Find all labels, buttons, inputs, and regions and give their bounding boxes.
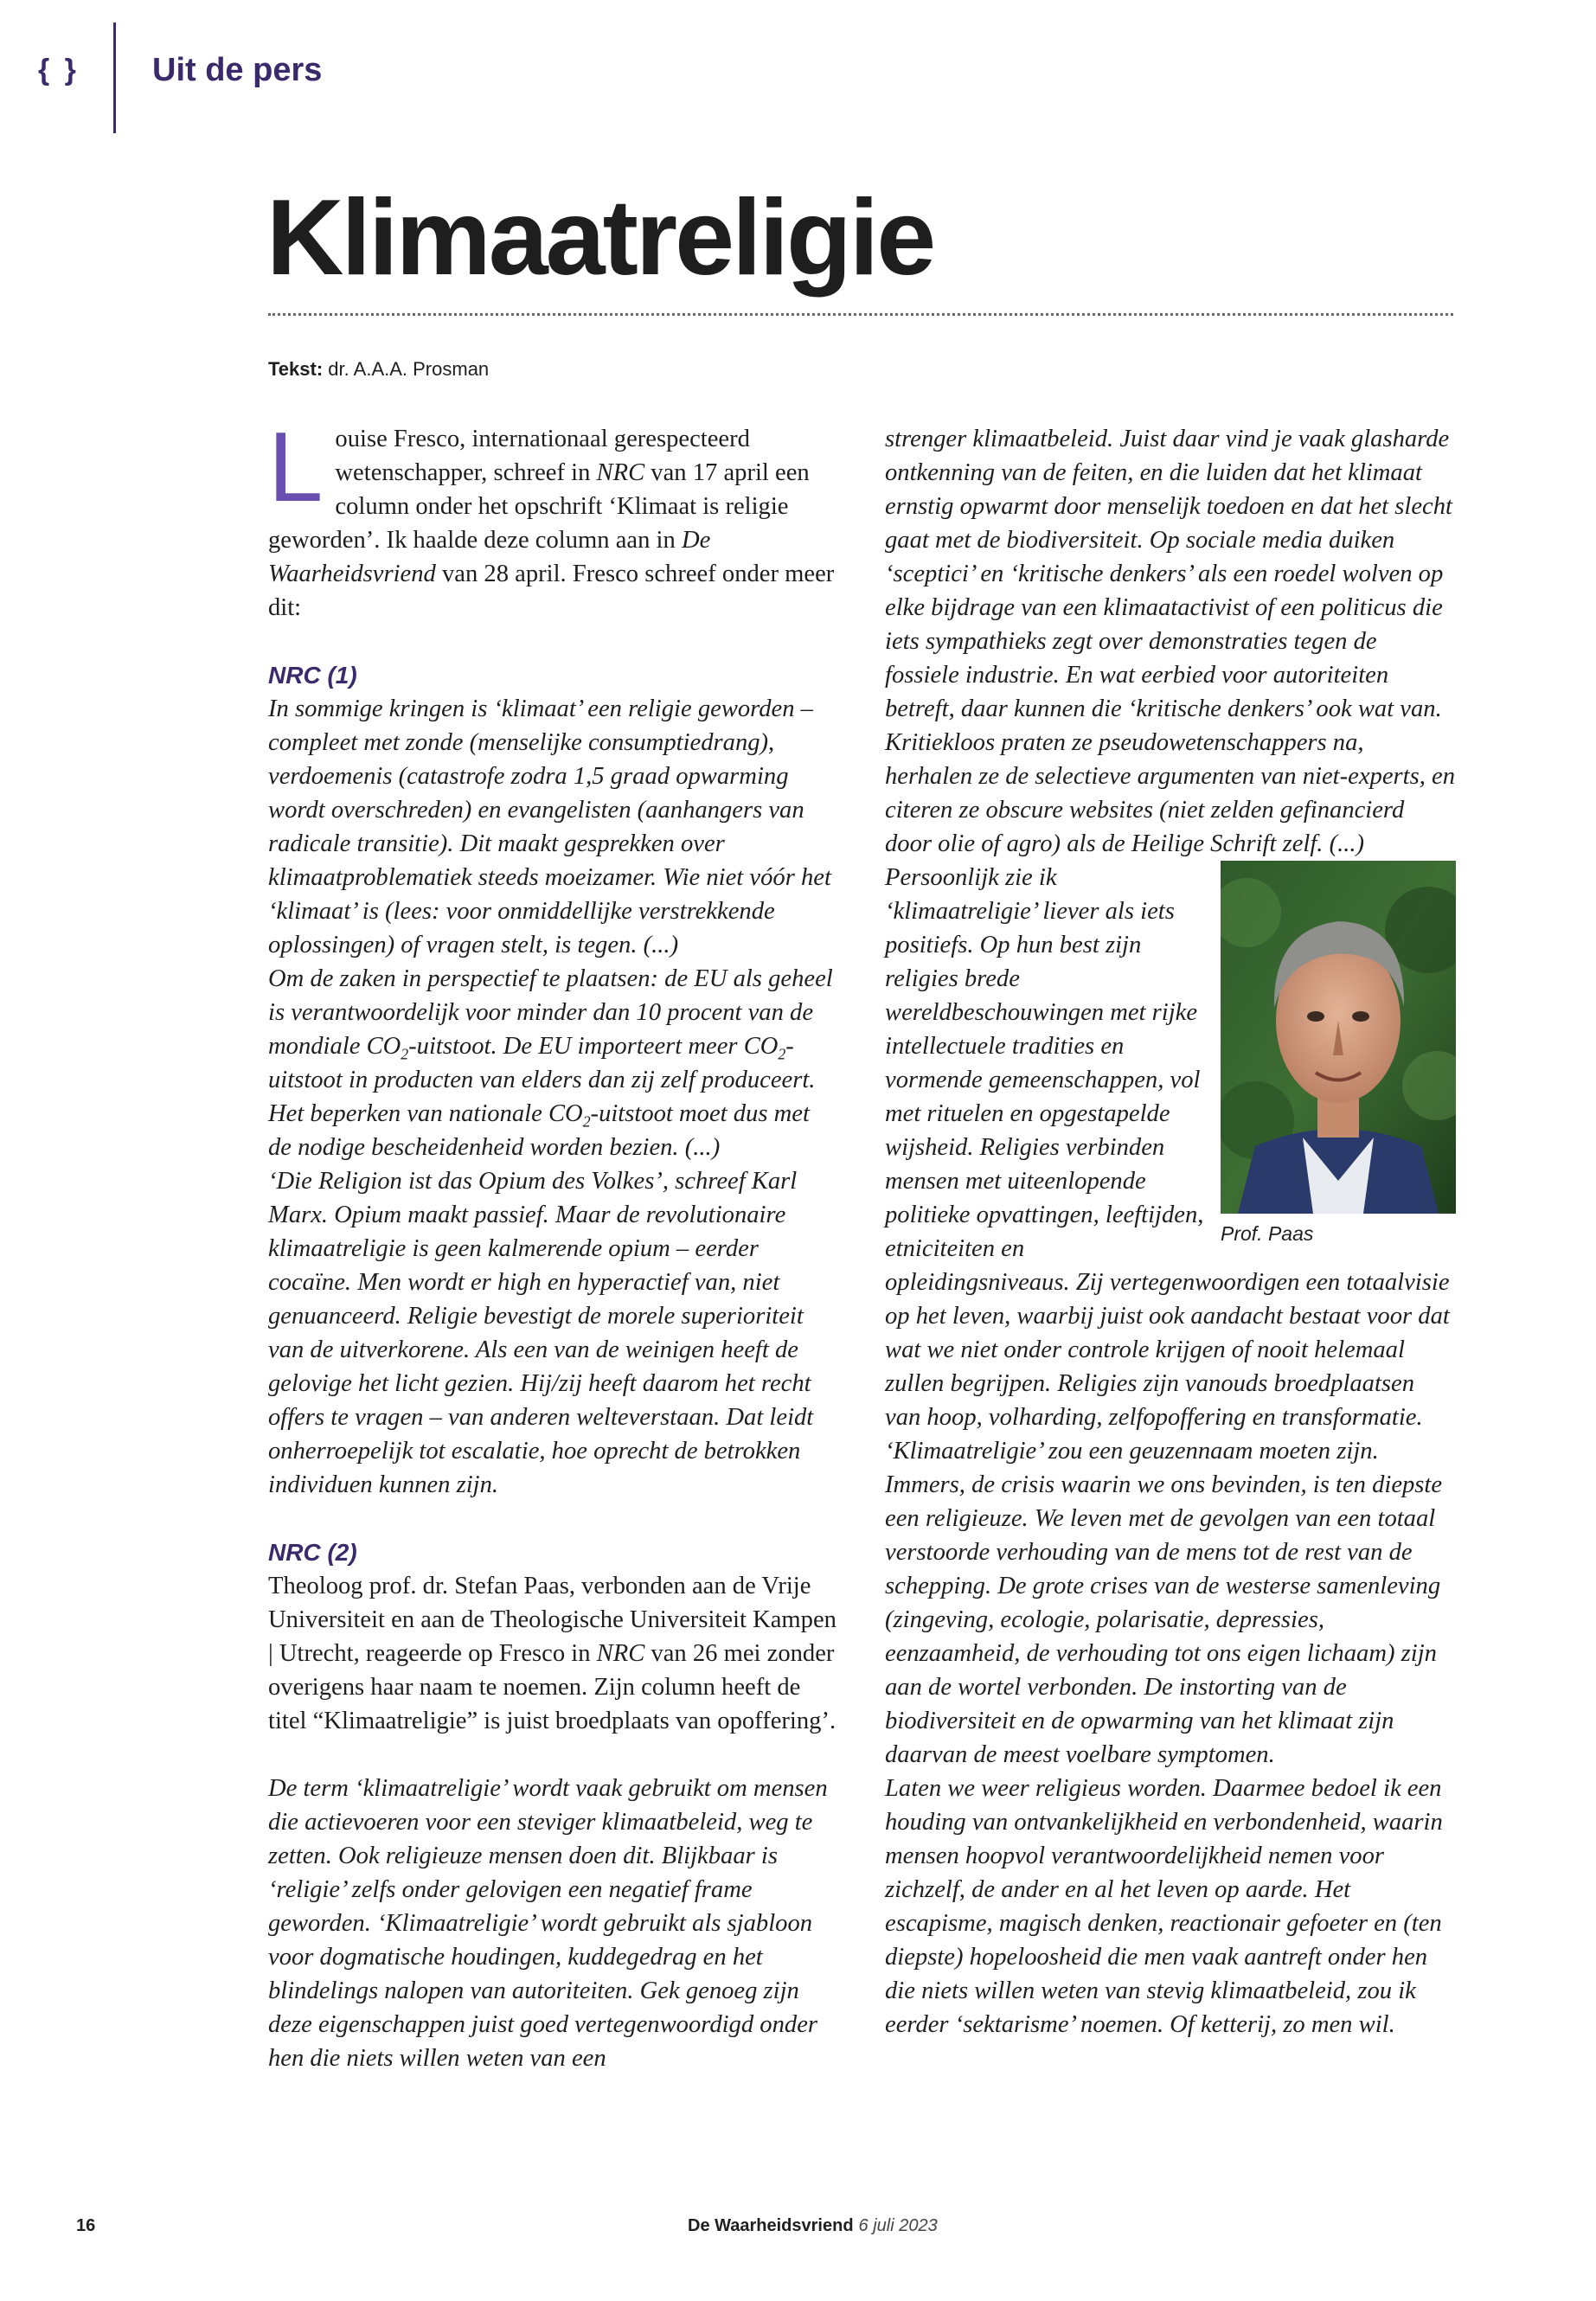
photo-caption: Prof. Paas (1221, 1222, 1314, 1245)
portrait-photo (1221, 861, 1456, 1214)
portrait-figure (1221, 861, 1456, 1253)
header-divider (113, 22, 116, 133)
nrc1-quote-a: In sommige kringen is ‘klimaat’ een religie geworden – compleet met zonde (menselijke consumptiedrang), verdoemenis (catastrofe zodra 1,5 graad opwarming wordt overschreden) en evangelisten (aanhangers van radicale transitie). Dit maakt gesprekken over klimaatproblematiek steeds moeizamer. Wie niet vóór het ‘klimaat’ is (lees: voor onmiddellijke verstrekkende oplossingen) of vragen stelt, is tegen. (...) (268, 695, 831, 958)
intro-publication: De Waarheidsvriend (268, 527, 711, 587)
intro-nrc: NRC (596, 459, 645, 486)
nrc1-quote-b: Om de zaken in perspectief te plaatsen: de EU als geheel is verantwoordelijk voor minder dan 10 procent van de mondiale $CO_2$-uitstoot. De EU importeert meer $CO_2$-uitstoot in producten van elders dan zij zelf produceert. Het beperken van nationale $CO_2$-uitstoot moet dus met de nodige bescheidenheid worden bezien. (...) (268, 965, 833, 1161)
nrc2-quote-left: De term ‘klimaatreligie’ wordt vaak gebruikt om mensen die actievoeren voor een steviger klimaatbeleid, weg te zetten. Ook religieuze mensen doen dit. Blijkbaar is ‘religie’ zelfs onder gelovigen een negatief frame geworden. ‘Klimaatreligie’ wordt gebruikt als sjabloon voor dogmatische houdingen, kuddegedrag en het blindelings nalopen van autoriteiten. Gek genoeg zijn deze eigenschappen juist goed vertegenwoordigd onder hen die niets willen weten van een (268, 1775, 828, 2072)
article-title: Klimaatreligie (266, 178, 934, 298)
nrc1-quote-c: ‘Die Religion ist das Opium des Volkes’, schreef Karl Marx. Opium maakt passief. Maar de revolutionaire klimaatreligie is geen kalmerende opium – eerder cocaïne. Men wordt er high en hyperactief van, niet genuanceerd. Religie bevestigt de morele superioriteit van de uitverkorene. Als een van de weinigen heeft de gelovige het licht gezien. Hij/zij heeft daarom het recht offers te vragen – van anderen welteverstaan. Dat leidt onherroepelijk tot escalatie, hoe oprecht de betrokken individuen kunnen zijn. (268, 1168, 814, 1498)
intro-text-3: van 28 april. Fresco schreef onder meer dit: (268, 561, 835, 621)
left-column (268, 413, 839, 2075)
nrc2-intro: Theoloog prof. dr. Stefan Paas, verbonden aan de Vrije Universiteit en aan de Theologische Universiteit Kampen | Utrecht, reageerde op Fresco in NRC van 26 mei zonder overigens haar naam te noemen. Zijn column heeft de titel “Klimaatreligie” is juist broedplaats van opoffering’. (268, 1573, 836, 1734)
byline-author: dr. A.A.A. Prosman (328, 358, 490, 380)
right-column (885, 422, 1456, 2041)
nrc2-quote-right-4: Laten we weer religieus worden. Daarmee bedoel ik een houding van ontvankelijkheid en verbondenheid, waarin mensen hoopvol verantwoordelijkheid nemen voor zichzelf, de ander en al het leven op aarde. Het escapisme, magisch denken, reactionair gefoeter en (ten diepste) hopeloosheid die men vaak aantreft onder hen die niets willen weten van stevig klimaatbeleid, zou ik eerder ‘sektarisme’ noemen. Of ketterij, zo men wil. (885, 1775, 1443, 2038)
byline (268, 358, 489, 381)
subheading-nrc-1: NRC (1) (268, 662, 357, 689)
subheading-nrc-2: NRC (2) (268, 1539, 357, 1566)
drop-cap: L (268, 413, 324, 522)
nrc2-quote-right-2: Persoonlijk zie ik ‘klimaatreligie’ liever als iets positiefs. Op hun best zijn religies brede wereldbeschouwingen met rijke intellectuele tradities en vormende gemeenschappen, vol met rituelen en opgestapelde wijsheid. Religies verbinden mensen met uiteenlopende politieke opvattingen, leeftijden, etniciteiten en opleidingsniveaus. Zij vertegenwoordigen een totaalvisie op het leven, waarbij juist ook aandacht bestaat voor dat wat we niet onder controle krijgen of nooit helemaal zullen begrijpen. Religies zijn vanouds broedplaatsen van hoop, volharding, zelfopoffering en transformatie. (885, 864, 1450, 1431)
footer-date: 6 juli 2023 (858, 2216, 938, 2235)
page-number: 16 (76, 2216, 96, 2235)
footer-publication (688, 2216, 938, 2236)
footer-publication-name: De Waarheidsvriend (688, 2216, 854, 2235)
intro-paragraph (268, 413, 839, 625)
title-dotted-rule (268, 313, 1453, 316)
section-label: Uit de pers (152, 52, 323, 88)
intro-text-2: van 17 april een column onder het opschrift ‘Klimaat is religie geworden’. Ik haalde deze column aan in (268, 459, 810, 554)
nrc2-quote-right-1: strenger klimaatbeleid. Juist daar vind je vaak glasharde ontkenning van de feiten, en die luiden dat het klimaat ernstig opwarmt door menselijk toedoen en dat het slecht gaat met de biodiversiteit. Op sociale media duiken ‘sceptici’ en ‘kritische denkers’ als een roedel wolven op elke bijdrage van een klimaatactivist of een politicus die iets sympathieks zegt over demonstraties tegen de fossiele industrie. En wat eerbied voor autoriteiten betreft, daar kunnen die ‘kritische denkers’ ook wat van. Kritiekloos praten ze pseudowetenschappers na, herhalen ze de selectieve argumenten van niet-experts, en citeren ze obscure websites (niet zelden gefinancierd door olie of agro) als de Heilige Schrift zelf. (...) (885, 426, 1455, 857)
nrc2-quote-right-3: ‘Klimaatreligie’ zou een geuzennaam moeten zijn. Immers, de crisis waarin we ons bevinden, is ten diepste een religieuze. We leven met de gevolgen van een totaal verstoorde verhouding van de mens tot de rest van de schepping. De grote crises van de westerse samenleving (zingeving, ecologie, polarisatie, depressies, eenzaamheid, de verhouding tot ons eigen lichaam) zijn aan de wortel verbonden. De instorting van de biodiversiteit en de opwarming van het klimaat zijn daarvan de meest voelbare symptomen. (885, 1438, 1443, 1768)
intro-text-1: ouise Fresco, internationaal gerespecteerd wetenschapper, schreef in (335, 426, 750, 486)
section-braces-icon: { } (38, 54, 80, 87)
byline-label: Tekst: (268, 358, 324, 380)
